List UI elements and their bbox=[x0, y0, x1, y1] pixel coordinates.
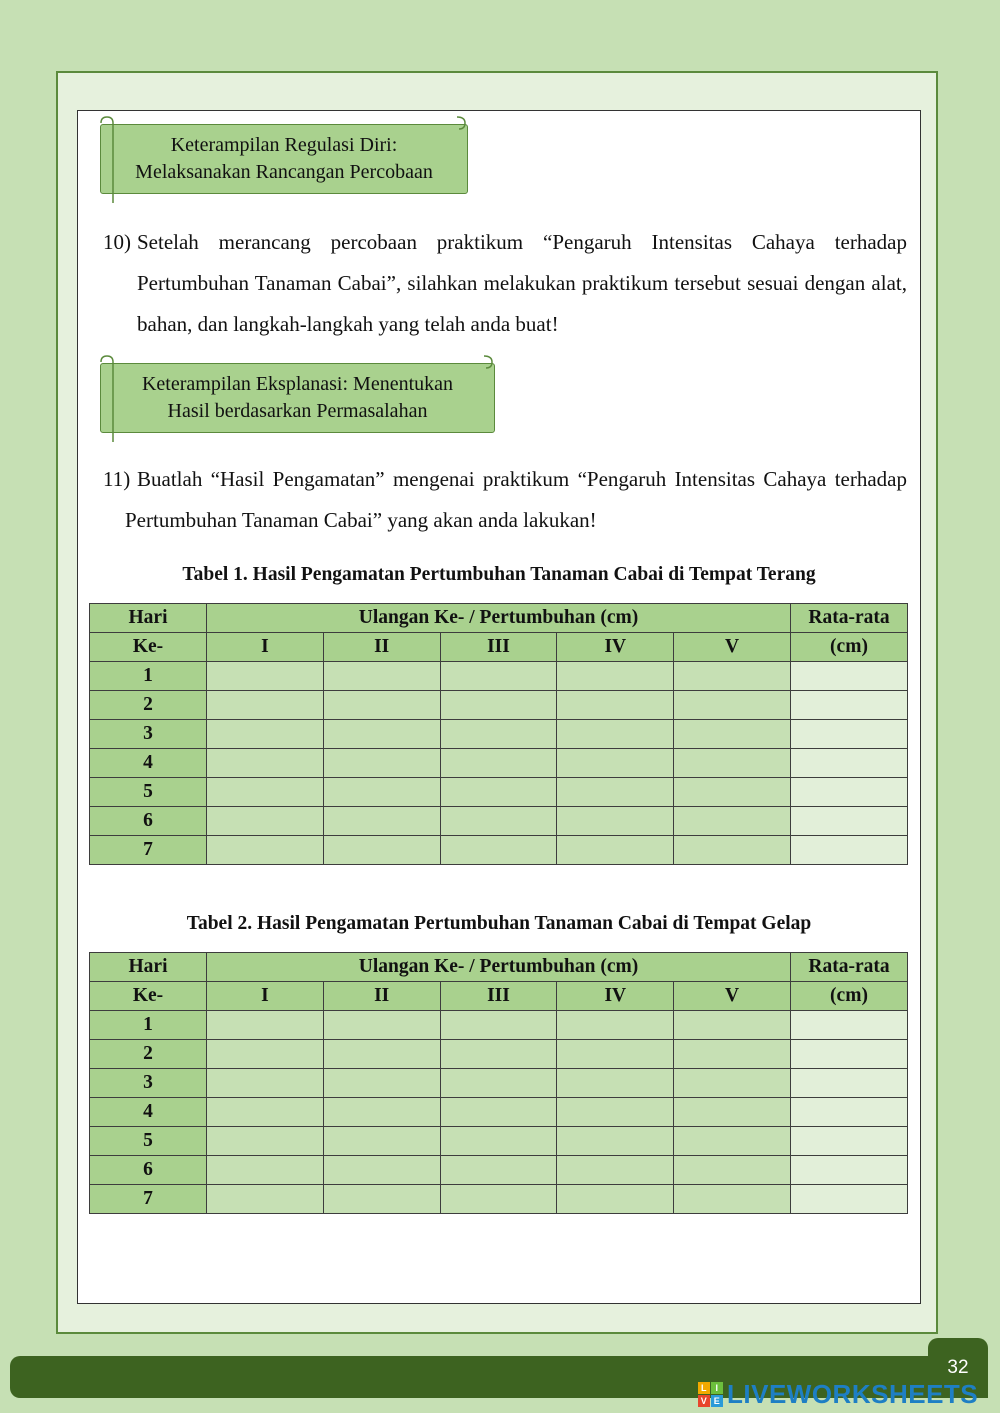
table1-caption: Tabel 1. Hasil Pengamatan Pertumbuhan Tanaman Cabai di Tempat Terang bbox=[182, 564, 816, 585]
header-day: Hari bbox=[90, 604, 207, 633]
growth-input-cell[interactable] bbox=[674, 749, 791, 778]
header-day-suffix: Ke- bbox=[90, 982, 207, 1011]
growth-input-cell[interactable] bbox=[557, 1156, 674, 1185]
growth-input-cell[interactable] bbox=[207, 662, 324, 691]
growth-input-cell[interactable] bbox=[557, 1011, 674, 1040]
growth-input-cell[interactable] bbox=[440, 836, 557, 865]
growth-input-cell[interactable] bbox=[557, 1127, 674, 1156]
liveworksheets-logo-icon: L I V E bbox=[698, 1382, 723, 1407]
header-col: II bbox=[323, 633, 440, 662]
growth-input-cell[interactable] bbox=[674, 1127, 791, 1156]
growth-input-cell[interactable] bbox=[557, 1098, 674, 1127]
growth-input-cell[interactable] bbox=[323, 1156, 440, 1185]
growth-input-cell[interactable] bbox=[557, 807, 674, 836]
day-number: 3 bbox=[90, 720, 207, 749]
skill-label-line2: Melaksanakan Rancangan Percobaan bbox=[135, 161, 433, 183]
table-row bbox=[90, 807, 908, 836]
header-average: Rata-rata bbox=[791, 604, 908, 633]
table2-caption: Tabel 2. Hasil Pengamatan Pertumbuhan Tanaman Cabai di Tempat Gelap bbox=[186, 913, 812, 934]
average-input-cell[interactable] bbox=[791, 691, 908, 720]
growth-input-cell[interactable] bbox=[323, 778, 440, 807]
skill-label-eksplanasi bbox=[100, 363, 495, 433]
average-input-cell[interactable] bbox=[791, 836, 908, 865]
question-11 bbox=[103, 459, 907, 541]
growth-input-cell[interactable] bbox=[674, 1156, 791, 1185]
growth-input-cell[interactable] bbox=[207, 836, 324, 865]
growth-input-cell[interactable] bbox=[207, 720, 324, 749]
growth-input-cell[interactable] bbox=[674, 778, 791, 807]
skill-label-line1: Keterampilan Regulasi Diri: bbox=[170, 134, 398, 156]
table1 bbox=[89, 603, 908, 865]
growth-input-cell[interactable] bbox=[207, 749, 324, 778]
growth-input-cell[interactable] bbox=[207, 1069, 324, 1098]
header-col: I bbox=[207, 633, 324, 662]
growth-input-cell[interactable] bbox=[557, 662, 674, 691]
average-input-cell[interactable] bbox=[791, 1040, 908, 1069]
header-col: III bbox=[440, 633, 557, 662]
growth-input-cell[interactable] bbox=[440, 662, 557, 691]
growth-input-cell[interactable] bbox=[557, 749, 674, 778]
growth-input-cell[interactable] bbox=[323, 720, 440, 749]
growth-input-cell[interactable] bbox=[674, 720, 791, 749]
table-row bbox=[90, 1011, 908, 1040]
growth-input-cell[interactable] bbox=[440, 1069, 557, 1098]
day-number: 2 bbox=[90, 691, 207, 720]
growth-input-cell[interactable] bbox=[323, 662, 440, 691]
liveworksheets-brand[interactable] bbox=[698, 1379, 978, 1409]
growth-input-cell[interactable] bbox=[674, 807, 791, 836]
brand-text: LIVEWORKSHEETS bbox=[727, 1378, 979, 1409]
day-number: 7 bbox=[90, 1185, 207, 1214]
growth-input-cell[interactable] bbox=[207, 1127, 324, 1156]
average-input-cell[interactable] bbox=[791, 778, 908, 807]
growth-input-cell[interactable] bbox=[207, 807, 324, 836]
table-row bbox=[90, 1156, 908, 1185]
table-row bbox=[90, 1069, 908, 1098]
average-input-cell[interactable] bbox=[791, 1127, 908, 1156]
growth-input-cell[interactable] bbox=[440, 720, 557, 749]
growth-input-cell[interactable] bbox=[323, 1185, 440, 1214]
growth-input-cell[interactable] bbox=[557, 1040, 674, 1069]
growth-input-cell[interactable] bbox=[207, 691, 324, 720]
average-input-cell[interactable] bbox=[791, 720, 908, 749]
growth-input-cell[interactable] bbox=[674, 1011, 791, 1040]
header-average-unit: (cm) bbox=[791, 982, 908, 1011]
day-number: 5 bbox=[90, 1127, 207, 1156]
question-10 bbox=[103, 222, 907, 345]
growth-input-cell[interactable] bbox=[674, 1098, 791, 1127]
average-input-cell[interactable] bbox=[791, 1098, 908, 1127]
day-number: 6 bbox=[90, 807, 207, 836]
question-number: 11) bbox=[103, 467, 131, 491]
growth-input-cell[interactable] bbox=[674, 1069, 791, 1098]
average-input-cell[interactable] bbox=[791, 1011, 908, 1040]
average-input-cell[interactable] bbox=[791, 1185, 908, 1214]
growth-input-cell[interactable] bbox=[323, 836, 440, 865]
growth-input-cell[interactable] bbox=[440, 1156, 557, 1185]
header-col: II bbox=[323, 982, 440, 1011]
header-col: I bbox=[207, 982, 324, 1011]
header-col: V bbox=[674, 982, 791, 1011]
table-row bbox=[90, 1127, 908, 1156]
average-input-cell[interactable] bbox=[791, 1069, 908, 1098]
growth-input-cell[interactable] bbox=[323, 1040, 440, 1069]
growth-input-cell[interactable] bbox=[557, 1069, 674, 1098]
growth-input-cell[interactable] bbox=[323, 749, 440, 778]
growth-input-cell[interactable] bbox=[674, 691, 791, 720]
day-number: 2 bbox=[90, 1040, 207, 1069]
average-input-cell[interactable] bbox=[791, 807, 908, 836]
skill-label-line2: Hasil berdasarkan Permasalahan bbox=[167, 400, 428, 422]
table-row bbox=[90, 836, 908, 865]
growth-input-cell[interactable] bbox=[557, 720, 674, 749]
growth-input-cell[interactable] bbox=[323, 691, 440, 720]
day-number: 6 bbox=[90, 1156, 207, 1185]
growth-input-cell[interactable] bbox=[207, 1040, 324, 1069]
growth-input-cell[interactable] bbox=[440, 1127, 557, 1156]
table-row bbox=[90, 778, 908, 807]
day-number: 5 bbox=[90, 778, 207, 807]
growth-input-cell[interactable] bbox=[323, 1069, 440, 1098]
growth-input-cell[interactable] bbox=[440, 1040, 557, 1069]
growth-input-cell[interactable] bbox=[440, 807, 557, 836]
growth-input-cell[interactable] bbox=[323, 1098, 440, 1127]
header-col: IV bbox=[557, 633, 674, 662]
growth-input-cell[interactable] bbox=[674, 1185, 791, 1214]
skill-label-line1: Keterampilan Eksplanasi: Menentukan bbox=[141, 373, 453, 395]
growth-input-cell[interactable] bbox=[440, 749, 557, 778]
question-text: Buatlah “Hasil Pengamatan” mengenai praktikum “Pengaruh Intensitas Cahaya terhadap Pertumbuhan Tanaman Cabai” yang akan anda lakukan! bbox=[125, 467, 907, 532]
growth-input-cell[interactable] bbox=[440, 778, 557, 807]
header-day-suffix: Ke- bbox=[90, 633, 207, 662]
growth-input-cell[interactable] bbox=[323, 1127, 440, 1156]
growth-input-cell[interactable] bbox=[674, 836, 791, 865]
page-number: 32 bbox=[928, 1338, 988, 1398]
average-input-cell[interactable] bbox=[791, 662, 908, 691]
growth-input-cell[interactable] bbox=[674, 662, 791, 691]
question-number: 10) bbox=[103, 230, 131, 254]
header-col: V bbox=[674, 633, 791, 662]
table-row bbox=[90, 720, 908, 749]
table-row bbox=[90, 1185, 908, 1214]
growth-input-cell[interactable] bbox=[557, 691, 674, 720]
growth-input-cell[interactable] bbox=[207, 1156, 324, 1185]
scroll-curl-decoration bbox=[97, 115, 467, 205]
header-col: IV bbox=[557, 982, 674, 1011]
growth-input-cell[interactable] bbox=[440, 1185, 557, 1214]
table2 bbox=[89, 952, 908, 1214]
header-replicate-group: Ulangan Ke- / Pertumbuhan (cm) bbox=[207, 953, 791, 982]
day-number: 3 bbox=[90, 1069, 207, 1098]
scroll-curl-decoration bbox=[97, 354, 497, 444]
header-average-unit: (cm) bbox=[791, 633, 908, 662]
table-row bbox=[90, 1040, 908, 1069]
growth-input-cell[interactable] bbox=[207, 1098, 324, 1127]
day-number: 7 bbox=[90, 836, 207, 865]
question-text: Setelah merancang percobaan praktikum “Pengaruh Intensitas Cahaya terhadap Pertumbuhan Tanaman Cabai”, silahkan melakukan praktikum tersebut sesuai dengan alat, bahan, dan langkah-langkah yang telah anda buat! bbox=[137, 230, 907, 336]
day-number: 1 bbox=[90, 1011, 207, 1040]
growth-input-cell[interactable] bbox=[207, 778, 324, 807]
header-average: Rata-rata bbox=[791, 953, 908, 982]
header-replicate-group: Ulangan Ke- / Pertumbuhan (cm) bbox=[207, 604, 791, 633]
table-row bbox=[90, 662, 908, 691]
table-row bbox=[90, 691, 908, 720]
table-row bbox=[90, 749, 908, 778]
average-input-cell[interactable] bbox=[791, 749, 908, 778]
growth-input-cell[interactable] bbox=[440, 691, 557, 720]
header-col: III bbox=[440, 982, 557, 1011]
growth-input-cell[interactable] bbox=[207, 1185, 324, 1214]
growth-input-cell[interactable] bbox=[557, 1185, 674, 1214]
growth-input-cell[interactable] bbox=[557, 778, 674, 807]
day-number: 4 bbox=[90, 749, 207, 778]
growth-input-cell[interactable] bbox=[323, 807, 440, 836]
growth-input-cell[interactable] bbox=[323, 1011, 440, 1040]
growth-input-cell[interactable] bbox=[440, 1011, 557, 1040]
day-number: 4 bbox=[90, 1098, 207, 1127]
growth-input-cell[interactable] bbox=[207, 1011, 324, 1040]
table-row bbox=[90, 1098, 908, 1127]
growth-input-cell[interactable] bbox=[557, 836, 674, 865]
skill-label-regulasi bbox=[100, 124, 468, 194]
header-day: Hari bbox=[90, 953, 207, 982]
day-number: 1 bbox=[90, 662, 207, 691]
growth-input-cell[interactable] bbox=[440, 1098, 557, 1127]
growth-input-cell[interactable] bbox=[674, 1040, 791, 1069]
average-input-cell[interactable] bbox=[791, 1156, 908, 1185]
